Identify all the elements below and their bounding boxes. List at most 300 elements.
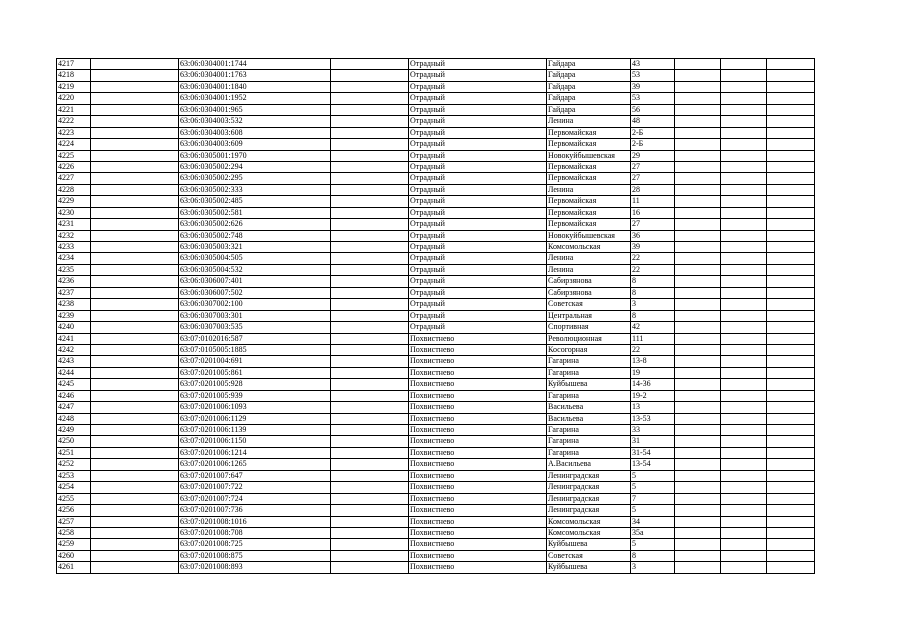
house-number-cell: 31-54	[631, 447, 675, 458]
blank-cell	[91, 550, 179, 561]
blank-cell	[331, 344, 409, 355]
blank-cell	[675, 322, 721, 333]
cadastral-number-cell: 63:07:0201007:736	[179, 505, 331, 516]
cadastral-number-cell: 63:07:0201006:1129	[179, 413, 331, 424]
settlement-cell: Отрадный	[409, 127, 547, 138]
blank-cell	[91, 322, 179, 333]
blank-cell	[331, 425, 409, 436]
house-number-cell: 13	[631, 402, 675, 413]
blank-cell	[675, 161, 721, 172]
house-number-cell: 16	[631, 207, 675, 218]
house-number-cell: 14-36	[631, 379, 675, 390]
blank-cell	[675, 505, 721, 516]
table-row	[57, 333, 815, 344]
blank-cell	[721, 447, 767, 458]
blank-cell	[767, 402, 815, 413]
blank-cell	[91, 539, 179, 550]
cadastral-number-cell: 63:06:0305002:333	[179, 184, 331, 195]
house-number-cell: 56	[631, 104, 675, 115]
blank-cell	[767, 184, 815, 195]
table-row	[57, 310, 815, 321]
row-number-cell: 4232	[57, 230, 91, 241]
blank-cell	[91, 161, 179, 172]
row-number-cell: 4236	[57, 276, 91, 287]
blank-cell	[91, 379, 179, 390]
table-row	[57, 207, 815, 218]
blank-cell	[675, 70, 721, 81]
blank-cell	[721, 161, 767, 172]
house-number-cell: 5	[631, 470, 675, 481]
blank-cell	[675, 436, 721, 447]
blank-cell	[767, 104, 815, 115]
blank-cell	[91, 562, 179, 573]
blank-cell	[91, 493, 179, 504]
row-number-cell: 4241	[57, 333, 91, 344]
settlement-cell: Похвистнево	[409, 447, 547, 458]
settlement-cell: Похвистнево	[409, 505, 547, 516]
cadastral-number-cell: 63:06:0304001:1763	[179, 70, 331, 81]
settlement-cell: Отрадный	[409, 139, 547, 150]
blank-cell	[331, 459, 409, 470]
blank-cell	[91, 344, 179, 355]
house-number-cell: 39	[631, 81, 675, 92]
row-number-cell: 4218	[57, 70, 91, 81]
cadastral-number-cell: 63:06:0304003:608	[179, 127, 331, 138]
street-cell: Комсомольская	[547, 516, 631, 527]
row-number-cell: 4259	[57, 539, 91, 550]
settlement-cell: Отрадный	[409, 161, 547, 172]
table-row	[57, 116, 815, 127]
house-number-cell: 27	[631, 173, 675, 184]
blank-cell	[767, 390, 815, 401]
house-number-cell: 7	[631, 493, 675, 504]
row-number-cell: 4257	[57, 516, 91, 527]
row-number-cell: 4248	[57, 413, 91, 424]
house-number-cell: 31	[631, 436, 675, 447]
row-number-cell: 4223	[57, 127, 91, 138]
blank-cell	[767, 550, 815, 561]
settlement-cell: Отрадный	[409, 150, 547, 161]
table-row	[57, 527, 815, 538]
table-row	[57, 425, 815, 436]
blank-cell	[721, 310, 767, 321]
row-number-cell: 4260	[57, 550, 91, 561]
blank-cell	[721, 322, 767, 333]
house-number-cell: 28	[631, 184, 675, 195]
street-cell: Спортивная	[547, 322, 631, 333]
blank-cell	[767, 139, 815, 150]
blank-cell	[675, 447, 721, 458]
table-row	[57, 356, 815, 367]
table-row	[57, 516, 815, 527]
blank-cell	[331, 333, 409, 344]
street-cell: Центральная	[547, 310, 631, 321]
blank-cell	[767, 59, 815, 70]
blank-cell	[721, 173, 767, 184]
blank-cell	[91, 242, 179, 253]
cadastral-number-cell: 63:06:0304001:1840	[179, 81, 331, 92]
row-number-cell: 4253	[57, 470, 91, 481]
settlement-cell: Отрадный	[409, 299, 547, 310]
street-cell: Ленина	[547, 184, 631, 195]
blank-cell	[721, 104, 767, 115]
settlement-cell: Похвистнево	[409, 367, 547, 378]
blank-cell	[675, 207, 721, 218]
blank-cell	[91, 253, 179, 264]
blank-cell	[721, 70, 767, 81]
blank-cell	[331, 116, 409, 127]
house-number-cell: 19	[631, 367, 675, 378]
street-cell: Сабирзянова	[547, 276, 631, 287]
table-row	[57, 322, 815, 333]
blank-cell	[767, 173, 815, 184]
blank-cell	[721, 493, 767, 504]
settlement-cell: Отрадный	[409, 264, 547, 275]
blank-cell	[767, 253, 815, 264]
house-number-cell: 13-8	[631, 356, 675, 367]
blank-cell	[721, 356, 767, 367]
blank-cell	[675, 539, 721, 550]
blank-cell	[767, 161, 815, 172]
blank-cell	[675, 367, 721, 378]
table-row	[57, 413, 815, 424]
table-row	[57, 161, 815, 172]
row-number-cell: 4254	[57, 482, 91, 493]
street-cell: Первомайская	[547, 161, 631, 172]
blank-cell	[91, 447, 179, 458]
blank-cell	[331, 527, 409, 538]
settlement-cell: Похвистнево	[409, 459, 547, 470]
settlement-cell: Похвистнево	[409, 344, 547, 355]
row-number-cell: 4228	[57, 184, 91, 195]
house-number-cell: 5	[631, 482, 675, 493]
table-row	[57, 344, 815, 355]
settlement-cell: Отрадный	[409, 104, 547, 115]
cadastral-number-cell: 63:06:0305004:532	[179, 264, 331, 275]
blank-cell	[91, 59, 179, 70]
blank-cell	[331, 196, 409, 207]
settlement-cell: Похвистнево	[409, 516, 547, 527]
blank-cell	[721, 230, 767, 241]
blank-cell	[767, 367, 815, 378]
row-number-cell: 4222	[57, 116, 91, 127]
blank-cell	[675, 127, 721, 138]
row-number-cell: 4227	[57, 173, 91, 184]
table-row	[57, 219, 815, 230]
cadastral-number-cell: 63:07:0201006:1139	[179, 425, 331, 436]
settlement-cell: Отрадный	[409, 322, 547, 333]
cadastral-number-cell: 63:06:0307002:100	[179, 299, 331, 310]
blank-cell	[91, 333, 179, 344]
blank-cell	[675, 470, 721, 481]
row-number-cell: 4247	[57, 402, 91, 413]
cadastral-number-cell: 63:07:0201004:691	[179, 356, 331, 367]
blank-cell	[767, 447, 815, 458]
blank-cell	[331, 219, 409, 230]
cadastral-number-cell: 63:06:0305001:1970	[179, 150, 331, 161]
blank-cell	[675, 104, 721, 115]
settlement-cell: Похвистнево	[409, 402, 547, 413]
row-number-cell: 4256	[57, 505, 91, 516]
blank-cell	[91, 356, 179, 367]
house-number-cell: 111	[631, 333, 675, 344]
house-number-cell: 53	[631, 93, 675, 104]
blank-cell	[721, 390, 767, 401]
row-number-cell: 4233	[57, 242, 91, 253]
house-number-cell: 13-54	[631, 459, 675, 470]
street-cell: Гайдара	[547, 70, 631, 81]
blank-cell	[331, 322, 409, 333]
row-number-cell: 4229	[57, 196, 91, 207]
street-cell: Ленина	[547, 253, 631, 264]
blank-cell	[91, 173, 179, 184]
blank-cell	[675, 333, 721, 344]
street-cell: Гагарина	[547, 425, 631, 436]
street-cell: Гайдара	[547, 81, 631, 92]
blank-cell	[331, 493, 409, 504]
blank-cell	[91, 184, 179, 195]
table-row	[57, 562, 815, 573]
blank-cell	[767, 516, 815, 527]
row-number-cell: 4230	[57, 207, 91, 218]
blank-cell	[721, 127, 767, 138]
blank-cell	[721, 550, 767, 561]
blank-cell	[767, 299, 815, 310]
blank-cell	[721, 287, 767, 298]
row-number-cell: 4258	[57, 527, 91, 538]
blank-cell	[675, 242, 721, 253]
settlement-cell: Отрадный	[409, 253, 547, 264]
settlement-cell: Похвистнево	[409, 390, 547, 401]
cadastral-number-cell: 63:06:0306007:502	[179, 287, 331, 298]
settlement-cell: Отрадный	[409, 173, 547, 184]
blank-cell	[331, 70, 409, 81]
blank-cell	[675, 550, 721, 561]
settlement-cell: Отрадный	[409, 93, 547, 104]
blank-cell	[91, 150, 179, 161]
street-cell: Первомайская	[547, 127, 631, 138]
house-number-cell: 5	[631, 505, 675, 516]
blank-cell	[91, 116, 179, 127]
cadastral-number-cell: 63:07:0201007:647	[179, 470, 331, 481]
street-cell: Гагарина	[547, 436, 631, 447]
row-number-cell: 4255	[57, 493, 91, 504]
blank-cell	[767, 322, 815, 333]
row-number-cell: 4226	[57, 161, 91, 172]
blank-cell	[331, 253, 409, 264]
row-number-cell: 4245	[57, 379, 91, 390]
blank-cell	[767, 264, 815, 275]
table-row	[57, 447, 815, 458]
settlement-cell: Похвистнево	[409, 562, 547, 573]
row-number-cell: 4239	[57, 310, 91, 321]
street-cell: Гагарина	[547, 390, 631, 401]
cadastral-number-cell: 63:07:0201006:1150	[179, 436, 331, 447]
house-number-cell: 27	[631, 219, 675, 230]
street-cell: Гагарина	[547, 447, 631, 458]
blank-cell	[331, 436, 409, 447]
blank-cell	[91, 81, 179, 92]
table-row	[57, 482, 815, 493]
blank-cell	[767, 425, 815, 436]
blank-cell	[331, 93, 409, 104]
blank-cell	[91, 425, 179, 436]
blank-cell	[767, 333, 815, 344]
settlement-cell: Похвистнево	[409, 356, 547, 367]
settlement-cell: Отрадный	[409, 276, 547, 287]
house-number-cell: 5	[631, 539, 675, 550]
blank-cell	[331, 104, 409, 115]
cadastral-number-cell: 63:06:0305003:321	[179, 242, 331, 253]
row-number-cell: 4237	[57, 287, 91, 298]
blank-cell	[767, 436, 815, 447]
blank-cell	[331, 299, 409, 310]
blank-cell	[767, 70, 815, 81]
row-number-cell: 4238	[57, 299, 91, 310]
blank-cell	[91, 264, 179, 275]
row-number-cell: 4234	[57, 253, 91, 264]
blank-cell	[721, 299, 767, 310]
blank-cell	[331, 81, 409, 92]
street-cell: Советская	[547, 299, 631, 310]
blank-cell	[91, 287, 179, 298]
blank-cell	[331, 367, 409, 378]
cadastral-number-cell: 63:06:0304001:1744	[179, 59, 331, 70]
table-row	[57, 253, 815, 264]
row-number-cell: 4252	[57, 459, 91, 470]
house-number-cell: 2-Б	[631, 139, 675, 150]
blank-cell	[767, 276, 815, 287]
blank-cell	[331, 356, 409, 367]
house-number-cell: 8	[631, 276, 675, 287]
blank-cell	[721, 402, 767, 413]
street-cell: Первомайская	[547, 219, 631, 230]
street-cell: Куйбышева	[547, 539, 631, 550]
house-number-cell: 22	[631, 253, 675, 264]
blank-cell	[331, 379, 409, 390]
blank-cell	[331, 207, 409, 218]
blank-cell	[721, 459, 767, 470]
settlement-cell: Похвистнево	[409, 379, 547, 390]
street-cell: Новокуйбышевская	[547, 150, 631, 161]
blank-cell	[721, 264, 767, 275]
street-cell: Косогорная	[547, 344, 631, 355]
house-number-cell: 29	[631, 150, 675, 161]
blank-cell	[91, 93, 179, 104]
blank-cell	[721, 413, 767, 424]
blank-cell	[91, 482, 179, 493]
house-number-cell: 8	[631, 287, 675, 298]
street-cell: Гайдара	[547, 59, 631, 70]
blank-cell	[331, 59, 409, 70]
house-number-cell: 27	[631, 161, 675, 172]
blank-cell	[767, 482, 815, 493]
house-number-cell: 43	[631, 59, 675, 70]
blank-cell	[675, 116, 721, 127]
blank-cell	[331, 470, 409, 481]
blank-cell	[331, 539, 409, 550]
table-row	[57, 59, 815, 70]
blank-cell	[675, 493, 721, 504]
table-row	[57, 493, 815, 504]
cadastral-number-cell: 63:07:0201008:893	[179, 562, 331, 573]
row-number-cell: 4221	[57, 104, 91, 115]
table-row	[57, 127, 815, 138]
blank-cell	[331, 447, 409, 458]
settlement-cell: Похвистнево	[409, 539, 547, 550]
blank-cell	[767, 242, 815, 253]
blank-cell	[675, 390, 721, 401]
blank-cell	[721, 242, 767, 253]
blank-cell	[721, 207, 767, 218]
blank-cell	[767, 459, 815, 470]
settlement-cell: Отрадный	[409, 81, 547, 92]
blank-cell	[721, 516, 767, 527]
blank-cell	[767, 562, 815, 573]
cadastral-number-cell: 63:07:0201005:861	[179, 367, 331, 378]
blank-cell	[91, 516, 179, 527]
cadastral-number-cell: 63:07:0201005:928	[179, 379, 331, 390]
blank-cell	[721, 344, 767, 355]
blank-cell	[767, 470, 815, 481]
blank-cell	[331, 505, 409, 516]
blank-cell	[675, 516, 721, 527]
house-number-cell: 22	[631, 344, 675, 355]
blank-cell	[91, 70, 179, 81]
house-number-cell: 33	[631, 425, 675, 436]
blank-cell	[91, 219, 179, 230]
house-number-cell: 48	[631, 116, 675, 127]
row-number-cell: 4220	[57, 93, 91, 104]
street-cell: Ленинградская	[547, 482, 631, 493]
register-table	[56, 58, 815, 574]
table-row	[57, 242, 815, 253]
blank-cell	[721, 367, 767, 378]
row-number-cell: 4217	[57, 59, 91, 70]
settlement-cell: Похвистнево	[409, 493, 547, 504]
house-number-cell: 13-53	[631, 413, 675, 424]
blank-cell	[767, 344, 815, 355]
blank-cell	[721, 562, 767, 573]
blank-cell	[675, 253, 721, 264]
table-row	[57, 184, 815, 195]
row-number-cell: 4240	[57, 322, 91, 333]
street-cell: Комсомольская	[547, 242, 631, 253]
table-row	[57, 459, 815, 470]
cadastral-number-cell: 63:06:0305002:295	[179, 173, 331, 184]
blank-cell	[721, 116, 767, 127]
table-row	[57, 150, 815, 161]
settlement-cell: Отрадный	[409, 196, 547, 207]
cadastral-number-cell: 63:07:0201007:724	[179, 493, 331, 504]
table-row	[57, 173, 815, 184]
blank-cell	[721, 81, 767, 92]
settlement-cell: Отрадный	[409, 70, 547, 81]
blank-cell	[331, 139, 409, 150]
blank-cell	[675, 230, 721, 241]
blank-cell	[767, 413, 815, 424]
cadastral-number-cell: 63:07:0201006:1265	[179, 459, 331, 470]
street-cell: Первомайская	[547, 196, 631, 207]
street-cell: Гайдара	[547, 104, 631, 115]
blank-cell	[767, 150, 815, 161]
blank-cell	[675, 482, 721, 493]
cadastral-number-cell: 63:07:0201008:725	[179, 539, 331, 550]
blank-cell	[767, 310, 815, 321]
cadastral-number-cell: 63:06:0305002:294	[179, 161, 331, 172]
house-number-cell: 36	[631, 230, 675, 241]
table-row	[57, 139, 815, 150]
